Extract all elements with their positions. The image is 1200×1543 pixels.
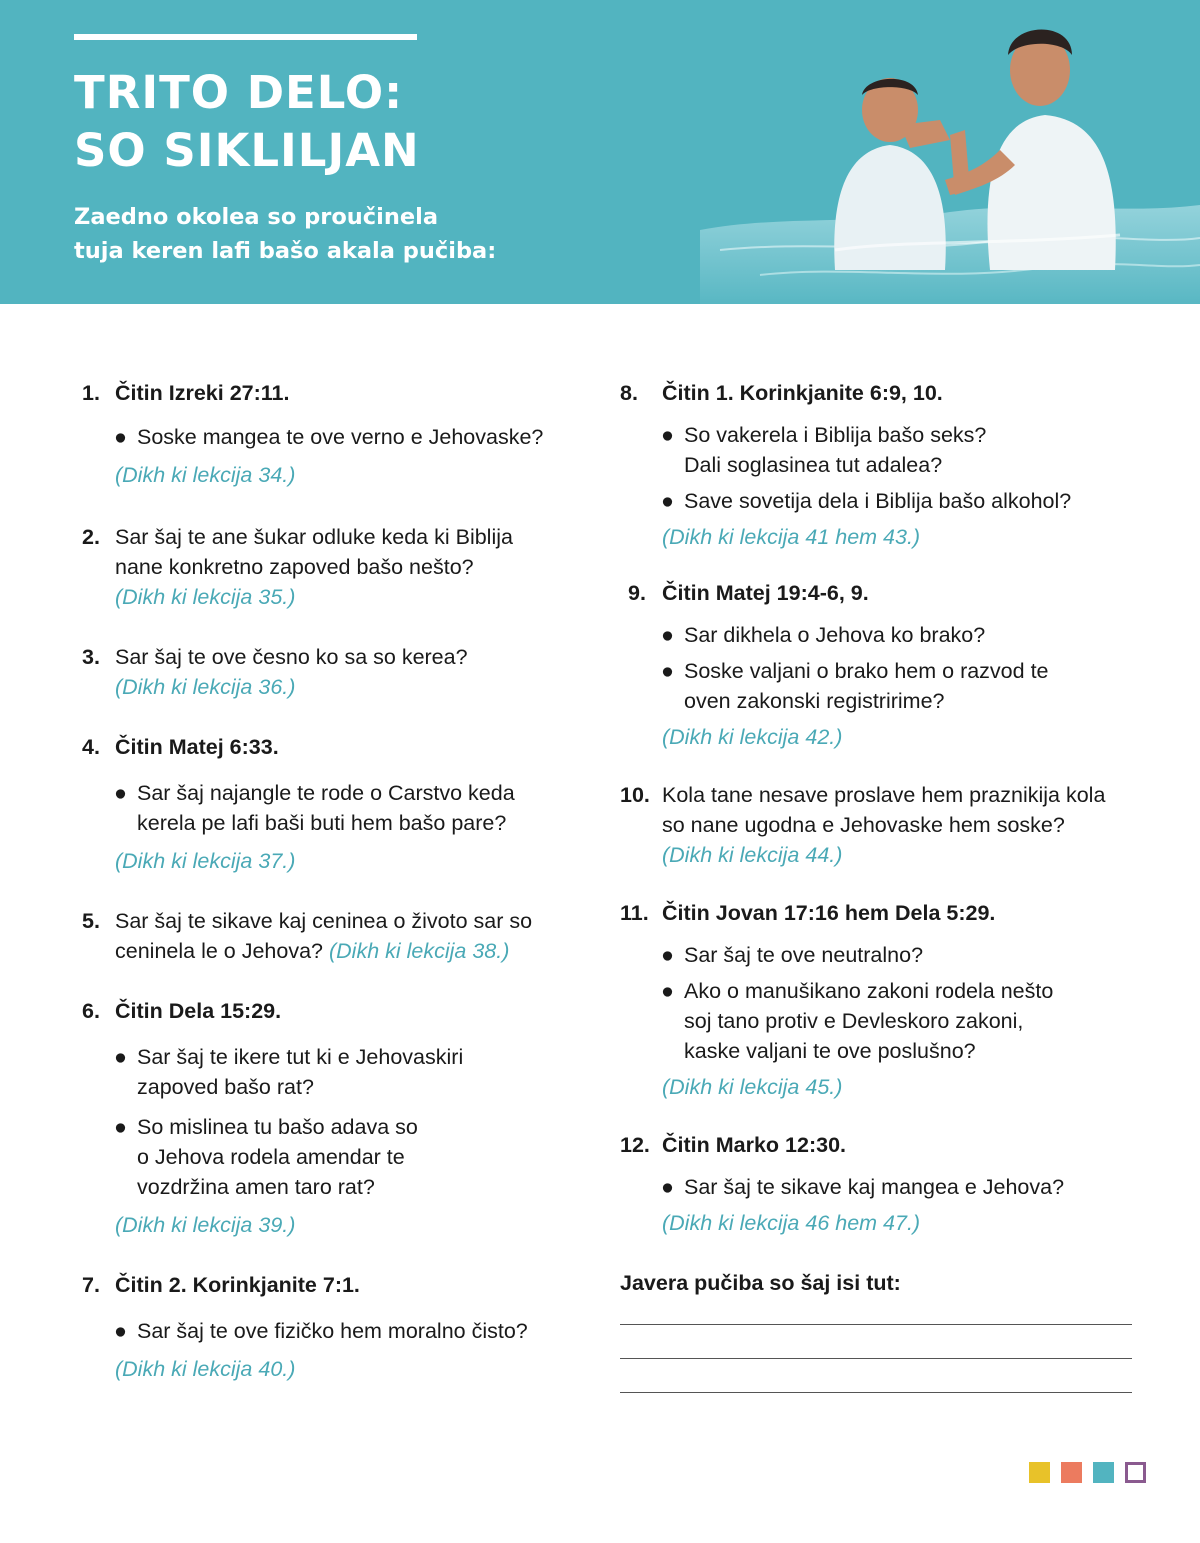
bullet-text: kaske valjani te ove poslušno? xyxy=(684,1039,976,1063)
lesson-reference: (Dikh ki lekcija 40.) xyxy=(115,1357,296,1381)
bullet-item xyxy=(620,656,1140,716)
left-column xyxy=(82,378,592,1384)
bullet-icon: ● xyxy=(661,1175,674,1199)
bullet-text: kerela pe lafi baši buti hem bašo pare? xyxy=(137,811,507,835)
question-line: Sar šaj te ove česno ko sa so kerea? xyxy=(115,645,468,669)
question-number: 4. xyxy=(82,735,100,759)
square-outline xyxy=(1125,1462,1146,1483)
notes-line[interactable] xyxy=(620,1324,1132,1325)
page-subtitle xyxy=(74,200,496,268)
question-title: Čitin Jovan 17:16 hem Dela 5:29. xyxy=(662,901,996,925)
question-number: 5. xyxy=(82,909,100,933)
page-title xyxy=(74,64,420,180)
bullet-item xyxy=(620,976,1140,1066)
lesson-reference: (Dikh ki lekcija 46 hem 47.) xyxy=(662,1211,921,1235)
bullet-text: Ako o manušikano zakoni rodela nešto xyxy=(684,979,1054,1003)
bullet-icon: ● xyxy=(661,423,674,447)
bullet-item xyxy=(82,778,592,838)
bullet-text: vozdržina amen taro rat? xyxy=(137,1175,375,1199)
bullet-icon: ● xyxy=(114,1115,127,1139)
bullet-item xyxy=(82,1316,592,1346)
question-line: Sar šaj te ane šukar odluke keda ki Biblija xyxy=(115,525,513,549)
bullet-icon: ● xyxy=(661,659,674,683)
bullet-text: So vakerela i Biblija bašo seks? xyxy=(684,423,987,447)
notes-line[interactable] xyxy=(620,1358,1132,1359)
bullet-text: zapoved bašo rat? xyxy=(137,1075,314,1099)
lesson-reference: (Dikh ki lekcija 45.) xyxy=(662,1075,843,1099)
bullet-icon: ● xyxy=(661,623,674,647)
question-number: 3. xyxy=(82,645,100,669)
question-line: nane konkretno zapoved bašo nešto? xyxy=(115,555,474,579)
bullet-icon: ● xyxy=(661,489,674,513)
question-8 xyxy=(620,378,1140,408)
bullet-text: So mislinea tu bašo adava so xyxy=(137,1115,418,1139)
question-number: 7. xyxy=(82,1273,100,1297)
question-9 xyxy=(620,578,1140,608)
bullet-item xyxy=(620,940,1140,970)
bullet-text: Soske mangea te ove verno e Jehovaske? xyxy=(137,425,544,449)
question-2 xyxy=(82,522,592,582)
question-line: Kola tane nesave proslave hem praznikija kola xyxy=(662,783,1106,807)
question-title: Čitin Matej 6:33. xyxy=(115,735,279,759)
question-number: 6. xyxy=(82,999,100,1023)
question-number: 12. xyxy=(620,1133,650,1157)
question-title: Čitin 2. Korinkjanite 7:1. xyxy=(115,1273,360,1297)
question-6 xyxy=(82,996,592,1026)
question-title: Čitin Izreki 27:11. xyxy=(115,381,290,405)
question-1 xyxy=(82,378,592,408)
bullet-item xyxy=(82,422,592,452)
question-line: ceninela le o Jehova? xyxy=(115,939,323,963)
bullet-icon: ● xyxy=(114,1045,127,1069)
question-title: Čitin 1. Korinkjanite 6:9, 10. xyxy=(662,381,943,405)
bullet-text: Sar dikhela o Jehova ko brako? xyxy=(684,623,986,647)
question-4 xyxy=(82,732,592,762)
question-10 xyxy=(620,780,1140,840)
lesson-reference: (Dikh ki lekcija 35.) xyxy=(115,585,296,609)
question-number: 8. xyxy=(620,381,638,405)
bullet-text: Sar šaj te sikave kaj mangea e Jehova? xyxy=(684,1175,1065,1199)
subtitle-line-2: tuja keren lafi bašo akala pučiba: xyxy=(74,238,497,264)
bullet-icon: ● xyxy=(114,425,127,449)
bullet-text: Soske valjani o brako hem o razvod te xyxy=(684,659,1049,683)
bullet-item xyxy=(620,620,1140,650)
bullet-item xyxy=(620,486,1140,516)
notes-line[interactable] xyxy=(620,1392,1132,1393)
lesson-reference: (Dikh ki lekcija 39.) xyxy=(115,1213,296,1237)
title-line-2: SO SIKLILJAN xyxy=(74,124,420,177)
question-11 xyxy=(620,898,1140,928)
bullet-text: Sar šaj najangle te rode o Carstvo keda xyxy=(137,781,515,805)
question-number: 9. xyxy=(628,581,646,605)
question-title: Čitin Matej 19:4-6, 9. xyxy=(662,581,869,605)
question-number: 10. xyxy=(620,783,650,807)
header-rule xyxy=(74,34,417,40)
question-title: Čitin Marko 12:30. xyxy=(662,1133,846,1157)
question-number: 2. xyxy=(82,525,100,549)
lesson-reference: (Dikh ki lekcija 38.) xyxy=(328,939,510,963)
bullet-text: Dali soglasinea tut adalea? xyxy=(684,453,943,477)
lesson-reference: (Dikh ki lekcija 36.) xyxy=(115,675,296,699)
color-squares xyxy=(1029,1462,1146,1483)
baptism-illustration xyxy=(700,0,1200,304)
bullet-item xyxy=(82,1042,592,1102)
bullet-text: o Jehova rodela amendar te xyxy=(137,1145,405,1169)
lesson-reference: (Dikh ki lekcija 37.) xyxy=(115,849,296,873)
bullet-text: Sar šaj te ove neutralno? xyxy=(684,943,924,967)
bullet-text: soj tano protiv e Devleskoro zakoni, xyxy=(684,1009,1024,1033)
bullet-icon: ● xyxy=(114,1319,127,1343)
bullet-icon: ● xyxy=(661,943,674,967)
bullet-item xyxy=(82,1112,592,1202)
question-3 xyxy=(82,642,592,672)
question-5 xyxy=(82,906,592,966)
bullet-icon: ● xyxy=(114,781,127,805)
right-column xyxy=(620,378,1140,1393)
notes-label: Javera pučiba so šaj isi tut: xyxy=(620,1271,901,1295)
lesson-reference: (Dikh ki lekcija 41 hem 43.) xyxy=(662,525,921,549)
title-line-1: TRITO DELO: xyxy=(74,66,404,119)
question-line: so nane ugodna e Jehovaske hem soske? xyxy=(662,813,1065,837)
question-number: 11. xyxy=(620,901,649,925)
bullet-text: Save sovetija dela i Biblija bašo alkohol? xyxy=(684,489,1072,513)
lesson-reference: (Dikh ki lekcija 44.) xyxy=(662,843,843,867)
bullet-text: Sar šaj te ikere tut ki e Jehovaskiri xyxy=(137,1045,464,1069)
bullet-item xyxy=(620,420,1140,480)
header-banner xyxy=(0,0,1200,304)
question-line: Sar šaj te sikave kaj ceninea o životo sar so xyxy=(115,909,533,933)
bullet-text: oven zakonski registririme? xyxy=(684,689,945,713)
square-orange xyxy=(1061,1462,1082,1483)
question-title: Čitin Dela 15:29. xyxy=(115,999,282,1023)
subtitle-line-1: Zaedno okolea so proučinela xyxy=(74,204,439,230)
lesson-reference: (Dikh ki lekcija 34.) xyxy=(115,463,296,487)
question-number: 1. xyxy=(82,381,100,405)
question-12 xyxy=(620,1130,1140,1160)
bullet-text: Sar šaj te ove fizičko hem moralno čisto? xyxy=(137,1319,528,1343)
bullet-icon: ● xyxy=(661,979,674,1003)
question-7 xyxy=(82,1270,592,1300)
lesson-reference: (Dikh ki lekcija 42.) xyxy=(662,725,843,749)
square-yellow xyxy=(1029,1462,1050,1483)
square-teal xyxy=(1093,1462,1114,1483)
bullet-item xyxy=(620,1172,1140,1202)
